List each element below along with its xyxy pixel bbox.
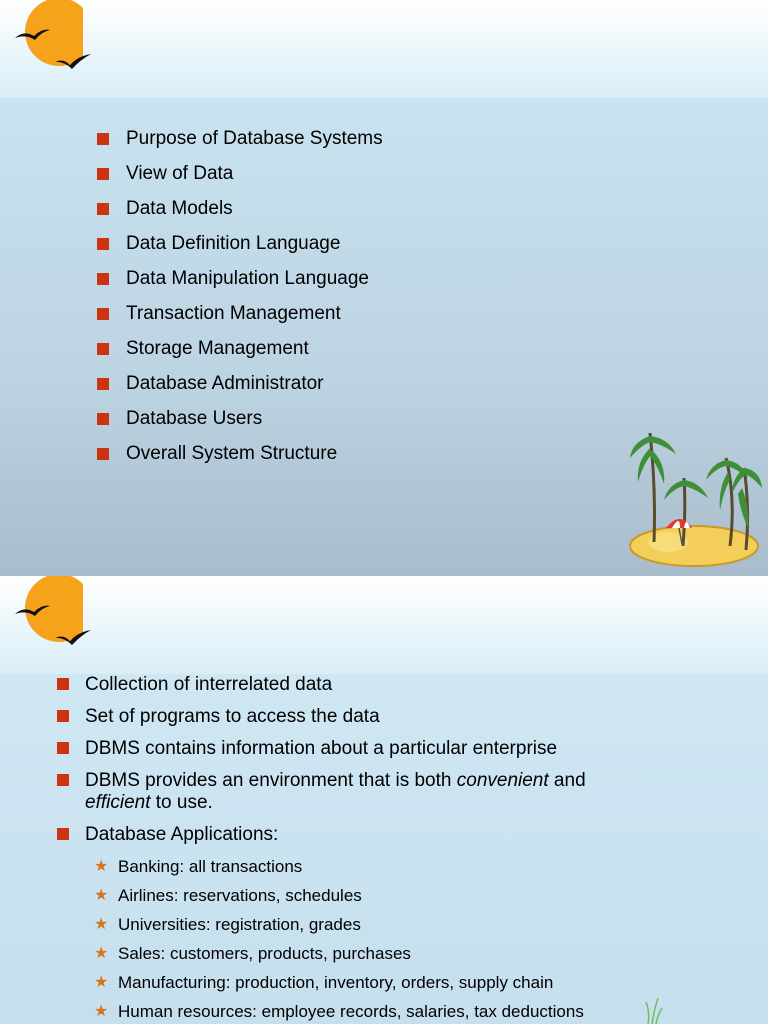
square-bullet-icon <box>57 742 69 754</box>
slide-header <box>0 0 768 98</box>
sub-list-item-text: Universities: registration, grades <box>118 915 361 934</box>
list-item-text: Data Models <box>126 198 233 219</box>
list-item <box>126 127 383 162</box>
list-item <box>126 232 383 267</box>
square-bullet-icon <box>97 308 109 320</box>
sub-list-item <box>94 1002 718 1024</box>
slide-2 <box>0 576 768 1024</box>
list-item <box>126 162 383 197</box>
list-item-text: DBMS contains information about a particular enterprise <box>85 738 558 759</box>
list-item <box>126 407 383 442</box>
sub-list-item <box>94 886 718 915</box>
bird-icon <box>54 626 92 646</box>
list-item-text: Database Administrator <box>126 373 324 394</box>
list-item-text: Collection of interrelated data <box>85 674 333 695</box>
list-item <box>126 442 383 477</box>
star-bullet-icon: ★ <box>94 858 109 875</box>
list-item-text: Storage Management <box>126 338 309 359</box>
sub-list-item-text: Airlines: reservations, schedules <box>118 886 362 905</box>
sub-list-item-text: Banking: all transactions <box>118 857 303 876</box>
env-text-efficient: efficient <box>85 792 151 813</box>
star-bullet-icon: ★ <box>94 887 109 904</box>
star-bullet-icon: ★ <box>94 1003 109 1020</box>
sub-list-item <box>94 973 718 1002</box>
env-text-before: DBMS provides an environment that is both <box>85 770 457 791</box>
list-item <box>85 674 705 696</box>
list-item <box>126 267 383 302</box>
grass-icon <box>644 996 664 1024</box>
applications-list <box>94 857 718 1024</box>
square-bullet-icon <box>97 273 109 285</box>
square-bullet-icon <box>97 238 109 250</box>
square-bullet-icon <box>97 413 109 425</box>
sub-list-item <box>94 915 718 944</box>
square-bullet-icon <box>97 203 109 215</box>
square-bullet-icon <box>57 710 69 722</box>
apps-label: Database Applications: <box>85 824 279 845</box>
square-bullet-icon <box>97 378 109 390</box>
list-item <box>126 197 383 232</box>
square-bullet-icon <box>57 678 69 690</box>
list-item-text: Data Definition Language <box>126 233 341 254</box>
square-bullet-icon <box>57 774 69 786</box>
star-bullet-icon: ★ <box>94 945 109 962</box>
list-item-text: Data Manipulation Language <box>126 268 369 289</box>
dbms-definition-list <box>85 674 705 856</box>
square-bullet-icon <box>97 168 109 180</box>
list-item <box>85 770 705 814</box>
list-item-text: Overall System Structure <box>126 443 338 464</box>
sub-list-item-text: Human resources: employee records, salaries, tax deductions <box>118 1002 584 1021</box>
sub-list-item <box>94 944 718 973</box>
list-item-text: Set of programs to access the data <box>85 706 380 727</box>
square-bullet-icon <box>97 448 109 460</box>
list-item <box>85 738 705 760</box>
square-bullet-icon <box>57 828 69 840</box>
palm-island-icon <box>628 428 764 574</box>
list-item <box>126 372 383 407</box>
sub-list-item-text: Sales: customers, products, purchases <box>118 944 411 963</box>
star-bullet-icon: ★ <box>94 916 109 933</box>
list-item <box>85 706 705 728</box>
list-item <box>85 824 705 846</box>
env-text-convenient: convenient <box>456 770 549 791</box>
list-item <box>126 337 383 372</box>
env-text-after: to use. <box>150 792 213 813</box>
star-bullet-icon: ★ <box>94 974 109 991</box>
list-item <box>126 302 383 337</box>
square-bullet-icon <box>97 343 109 355</box>
sub-list-item-text: Manufacturing: production, inventory, orders, supply chain <box>118 973 554 992</box>
sub-list-item <box>94 857 718 886</box>
slide-header <box>0 576 768 674</box>
bird-icon <box>54 50 92 70</box>
list-item-text: View of Data <box>126 163 234 184</box>
list-item-text: Transaction Management <box>126 303 341 324</box>
list-item-text: Purpose of Database Systems <box>126 128 383 149</box>
square-bullet-icon <box>97 133 109 145</box>
list-item-text: Database Users <box>126 408 263 429</box>
topic-list <box>126 127 383 477</box>
env-text-middle: and <box>548 770 586 791</box>
